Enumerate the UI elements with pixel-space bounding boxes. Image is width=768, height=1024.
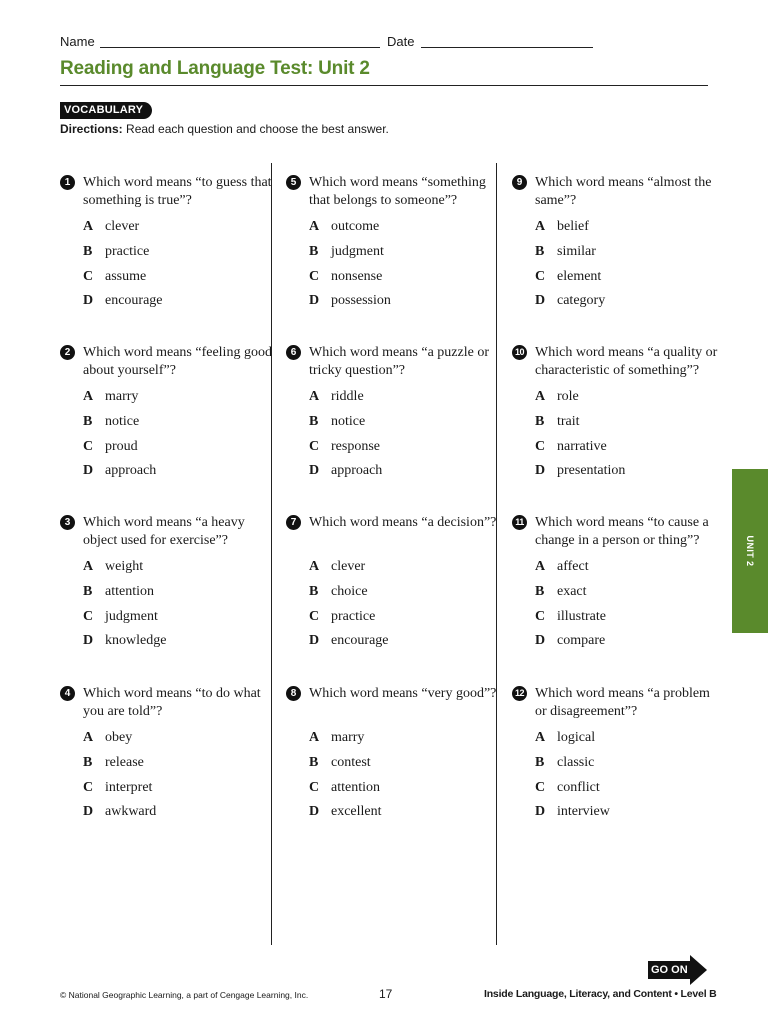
choice-letter: A [83, 389, 94, 404]
choice-word: illustrate [557, 609, 606, 624]
choice-word: choice [331, 584, 368, 599]
choice-word: practice [331, 609, 376, 624]
choice-word: trait [557, 414, 580, 429]
column-divider [271, 163, 272, 945]
choice-letter: D [535, 804, 546, 819]
answer-choice[interactable] [309, 462, 382, 480]
choice-letter: C [309, 609, 320, 624]
answer-choice[interactable] [309, 243, 384, 261]
choice-word: practice [105, 244, 150, 259]
answer-choice[interactable] [535, 583, 587, 601]
answer-choice[interactable] [83, 243, 149, 261]
choice-word: approach [331, 463, 383, 478]
question-item [512, 344, 722, 484]
answer-choice[interactable] [83, 729, 132, 747]
choice-letter: A [535, 219, 546, 234]
answer-choice[interactable] [83, 779, 152, 797]
choice-letter: A [83, 730, 94, 745]
choice-letter: C [535, 780, 546, 795]
answer-choice[interactable] [535, 218, 589, 236]
question-item [512, 685, 722, 825]
choice-word: notice [105, 414, 140, 429]
choice-letter: B [535, 414, 545, 429]
choice-letter: A [309, 559, 320, 574]
question-text: Which word means “feeling good about yourself”? [83, 345, 272, 378]
choice-word: judgment [331, 244, 384, 259]
choice-letter: A [309, 730, 320, 745]
answer-choice[interactable] [83, 462, 156, 480]
choice-letter: D [535, 293, 546, 308]
name-date-row [60, 34, 600, 52]
question-text: Which word means “to guess that something is true”? [83, 175, 272, 208]
choice-word: knowledge [105, 633, 167, 648]
choice-word: belief [557, 219, 589, 234]
choice-word: affect [557, 559, 589, 574]
choice-word: conflict [557, 780, 600, 795]
choice-letter: A [535, 730, 546, 745]
choice-letter: D [83, 804, 94, 819]
directions [60, 122, 389, 136]
question-number: 4 [60, 686, 75, 701]
choice-word: role [557, 389, 579, 404]
choice-word: clever [105, 219, 140, 234]
choice-letter: C [535, 609, 546, 624]
choice-word: obey [105, 730, 133, 745]
choice-letter: A [535, 389, 546, 404]
choice-word: judgment [105, 609, 158, 624]
name-label: Name [60, 34, 95, 49]
question-number: 5 [286, 175, 301, 190]
question-number: 2 [60, 345, 75, 360]
question-number: 6 [286, 345, 301, 360]
choice-letter: A [309, 219, 320, 234]
directions-text: Read each question and choose the best answer. [122, 122, 389, 136]
choice-word: category [557, 293, 606, 308]
choice-word: presentation [557, 463, 626, 478]
choice-word: encourage [105, 293, 163, 308]
choice-letter: B [535, 755, 545, 770]
answer-choice[interactable] [535, 243, 596, 261]
choice-letter: C [83, 269, 94, 284]
question-text: Which word means “a heavy object used for exercise”? [83, 515, 245, 548]
answer-choice[interactable] [535, 558, 589, 576]
answer-choice[interactable] [535, 462, 625, 480]
answer-choice[interactable] [309, 583, 368, 601]
date-field[interactable] [421, 47, 593, 48]
answer-choice[interactable] [83, 754, 144, 772]
answer-choice[interactable] [83, 608, 158, 626]
answer-choice[interactable] [309, 779, 380, 797]
answer-choice[interactable] [535, 438, 607, 456]
choice-letter: D [309, 463, 320, 478]
choice-letter: C [83, 609, 94, 624]
question-number: 7 [286, 515, 301, 530]
answer-choice[interactable] [309, 218, 379, 236]
choice-letter: C [535, 269, 546, 284]
answer-choice[interactable] [83, 218, 139, 236]
choice-word: attention [331, 780, 380, 795]
choice-letter: D [83, 633, 94, 648]
answer-choice[interactable] [309, 388, 364, 406]
question-text: Which word means “a quality or characteristic of something”? [535, 345, 718, 378]
answer-choice[interactable] [83, 292, 163, 310]
choice-word: proud [105, 439, 138, 454]
answer-choice[interactable] [535, 413, 580, 431]
choice-word: notice [331, 414, 366, 429]
choice-word: compare [557, 633, 606, 648]
question-text: Which word means “to cause a change in a person or thing”? [535, 515, 709, 548]
choice-word: response [331, 439, 380, 454]
footer-series: Inside Language, Literacy, and Content • Level B [484, 988, 717, 1000]
choice-word: riddle [331, 389, 364, 404]
question-number: 10 [512, 345, 527, 360]
question-item [60, 174, 270, 314]
answer-choice[interactable] [309, 292, 391, 310]
choice-word: clever [331, 559, 366, 574]
question-item [286, 174, 496, 314]
choice-letter: B [309, 755, 319, 770]
name-field[interactable] [100, 47, 380, 48]
page-title: Reading and Language Test: Unit 2 [60, 58, 370, 79]
question-item [286, 514, 496, 654]
answer-choice[interactable] [83, 803, 156, 821]
choice-word: exact [557, 584, 587, 599]
question-text: Which word means “almost the same”? [535, 175, 712, 208]
answer-choice[interactable] [535, 729, 595, 747]
choice-letter: B [83, 414, 93, 429]
choice-letter: D [309, 804, 320, 819]
question-text: Which word means “a decision”? [309, 515, 497, 530]
question-item [286, 685, 496, 825]
answer-choice[interactable] [309, 608, 375, 626]
choice-letter: A [309, 389, 320, 404]
answer-choice[interactable] [535, 388, 579, 406]
unit-side-tab [732, 469, 768, 633]
choice-word: awkward [105, 804, 157, 819]
choice-letter: C [535, 439, 546, 454]
question-item [512, 514, 722, 654]
answer-choice[interactable] [535, 632, 605, 650]
choice-letter: D [535, 633, 546, 648]
choice-word: narrative [557, 439, 607, 454]
answer-choice[interactable] [83, 268, 146, 286]
question-number: 8 [286, 686, 301, 701]
question-item [286, 344, 496, 484]
choice-letter: D [83, 463, 94, 478]
question-item [60, 685, 270, 825]
choice-word: contest [331, 755, 371, 770]
choice-letter: A [83, 219, 94, 234]
question-item [60, 514, 270, 654]
answer-choice[interactable] [83, 388, 138, 406]
choice-letter: A [535, 559, 546, 574]
choice-letter: C [83, 780, 94, 795]
answer-choice[interactable] [309, 438, 380, 456]
choice-letter: C [309, 269, 320, 284]
choice-letter: B [535, 584, 545, 599]
question-text: Which word means “to do what you are told”? [83, 686, 261, 719]
choice-word: interview [557, 804, 610, 819]
question-number: 3 [60, 515, 75, 530]
choice-letter: D [535, 463, 546, 478]
choice-word: possession [331, 293, 391, 308]
answer-choice[interactable] [309, 268, 382, 286]
choice-letter: A [83, 559, 94, 574]
page-number: 17 [379, 987, 393, 1001]
choice-letter: B [83, 244, 93, 259]
answer-choice[interactable] [535, 292, 605, 310]
answer-choice[interactable] [535, 779, 600, 797]
choice-letter: B [309, 584, 319, 599]
choice-letter: C [309, 439, 320, 454]
question-text: Which word means “a puzzle or tricky question”? [309, 345, 489, 378]
answer-choice[interactable] [83, 413, 139, 431]
choice-word: weight [105, 559, 144, 574]
directions-label: Directions: [60, 122, 123, 136]
choice-letter: B [309, 414, 319, 429]
choice-letter: D [309, 633, 320, 648]
question-number: 12 [512, 686, 527, 701]
answer-choice[interactable] [309, 632, 389, 650]
question-item [512, 174, 722, 314]
go-on-label: GO ON [648, 961, 692, 979]
answer-choice[interactable] [83, 438, 138, 456]
choice-word: marry [105, 389, 139, 404]
date-label: Date [387, 34, 415, 49]
question-number: 11 [512, 515, 527, 530]
choice-letter: B [535, 244, 545, 259]
choice-letter: B [83, 755, 93, 770]
choice-word: nonsense [331, 269, 383, 284]
choice-word: outcome [331, 219, 380, 234]
question-number: 9 [512, 175, 527, 190]
answer-choice[interactable] [83, 632, 166, 650]
choice-word: classic [557, 755, 595, 770]
answer-choice[interactable] [309, 803, 382, 821]
answer-choice[interactable] [309, 413, 365, 431]
choice-letter: C [83, 439, 94, 454]
arrow-right-icon [690, 955, 707, 985]
question-text: Which word means “a problem or disagreement”? [535, 686, 710, 719]
choice-letter: C [309, 780, 320, 795]
answer-choice[interactable] [535, 608, 606, 626]
question-number: 1 [60, 175, 75, 190]
question-text: Which word means “something that belongs to someone”? [309, 175, 486, 208]
choice-word: element [557, 269, 602, 284]
choice-word: encourage [331, 633, 389, 648]
answer-choice[interactable] [309, 729, 364, 747]
choice-letter: B [83, 584, 93, 599]
answer-choice[interactable] [535, 268, 601, 286]
choice-letter: B [309, 244, 319, 259]
answer-choice[interactable] [309, 558, 365, 576]
choice-letter: D [309, 293, 320, 308]
choice-word: marry [331, 730, 365, 745]
answer-choice[interactable] [535, 803, 610, 821]
question-item [60, 344, 270, 484]
answer-choice[interactable] [83, 583, 154, 601]
choice-word: excellent [331, 804, 382, 819]
choice-word: assume [105, 269, 147, 284]
unit-side-tab-label: UNIT 2 [745, 535, 755, 567]
title-divider [60, 85, 708, 86]
choice-word: interpret [105, 780, 153, 795]
section-badge: VOCABULARY [60, 102, 152, 119]
answer-choice[interactable] [309, 754, 371, 772]
question-text: Which word means “very good”? [309, 686, 497, 701]
choice-word: logical [557, 730, 596, 745]
answer-choice[interactable] [535, 754, 594, 772]
go-on-indicator [648, 955, 708, 985]
choice-word: similar [557, 244, 596, 259]
answer-choice[interactable] [83, 558, 143, 576]
choice-word: release [105, 755, 144, 770]
choice-word: approach [105, 463, 157, 478]
choice-letter: D [83, 293, 94, 308]
choice-word: attention [105, 584, 154, 599]
column-divider [496, 163, 497, 945]
footer-copyright: © National Geographic Learning, a part of Cengage Learning, Inc. [60, 990, 309, 1000]
